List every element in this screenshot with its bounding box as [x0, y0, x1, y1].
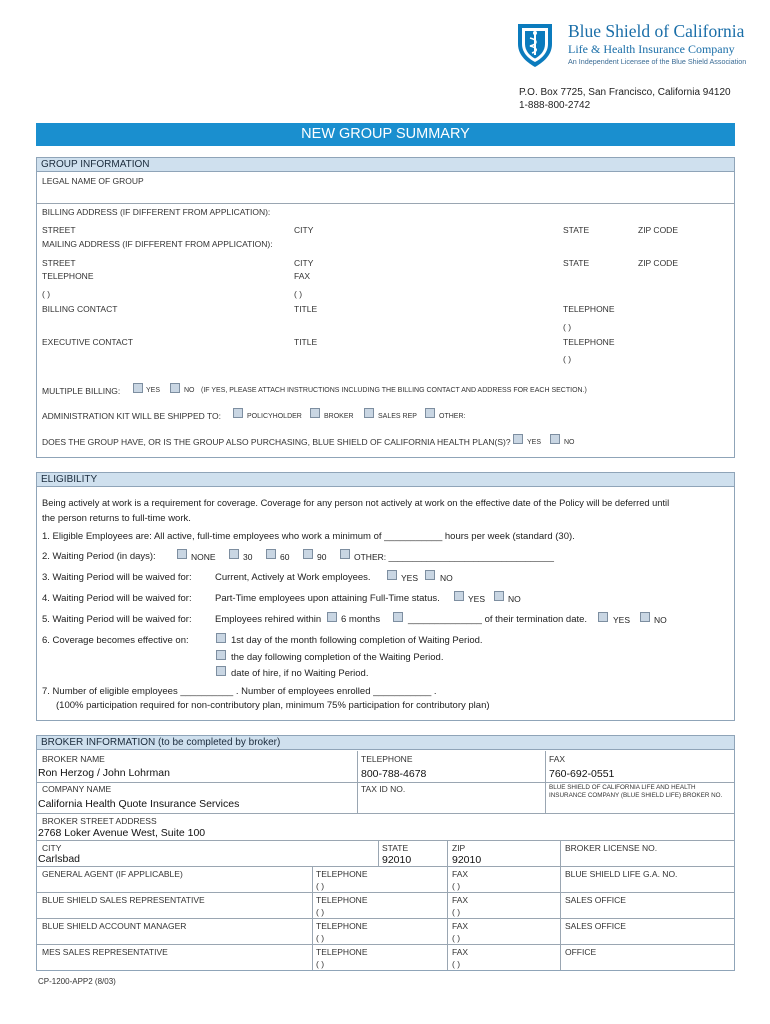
health-plans-yes-checkbox[interactable] [513, 434, 523, 444]
waiting-90-checkbox[interactable] [303, 549, 313, 559]
billing-address-label: BILLING ADDRESS (IF DIFFERENT FROM APPLICATION): [42, 207, 271, 217]
ga-telephone-paren: ( ) [316, 881, 325, 891]
waiting-other-checkbox[interactable] [340, 549, 350, 559]
billing-contact-telephone-label: TELEPHONE [563, 304, 615, 314]
health-plans-question: DOES THE GROUP HAVE, OR IS THE GROUP ALSO PURCHASING, BLUE SHIELD OF CALIFORNIA HEALTH PLAN(S)? [42, 437, 511, 447]
legal-name-label: LEGAL NAME OF GROUP [42, 176, 144, 186]
eligibility-item-3-desc: Current, Actively at Work employees. [215, 572, 371, 583]
bsl-broker-no-label-1: BLUE SHIELD OF CALIFORNIA LIFE AND HEALTH [549, 784, 696, 791]
broker-city-value[interactable]: Carlsbad [38, 853, 81, 865]
divider [447, 840, 448, 970]
account-manager-telephone-paren: ( ) [316, 933, 325, 943]
group-fax-paren: ( ) [294, 289, 303, 299]
group-info-heading: GROUP INFORMATION [41, 159, 150, 170]
group-telephone-label: TELEPHONE [42, 271, 94, 281]
eligibility-item-1: 1. Eligible Employees are: All active, full-time employees who work a minimum of ___________ hours per week (standard (30). [42, 531, 575, 542]
bsl-broker-no-label-2: INSURANCE COMPANY (BLUE SHIELD LIFE) BROKER NO. [549, 792, 723, 799]
health-plans-no-checkbox[interactable] [550, 434, 560, 444]
item4-no-label: NO [508, 594, 521, 604]
divider [312, 866, 313, 970]
broker-name-label: BROKER NAME [42, 754, 105, 764]
divider [37, 892, 734, 893]
item5-yes-checkbox[interactable] [598, 612, 608, 622]
billing-street-label: STREET [42, 225, 76, 235]
ga-no-label: BLUE SHIELD LIFE G.A. NO. [565, 869, 678, 879]
divider [37, 918, 734, 919]
item5-no-label: NO [654, 615, 667, 625]
effective-opt1-label: 1st day of the month following completion of Waiting Period. [231, 635, 483, 646]
mes-office-label: OFFICE [565, 947, 597, 957]
divider [357, 751, 358, 813]
broker-street-value[interactable]: 2768 Loker Avenue West, Suite 100 [38, 827, 206, 839]
item5-custom-label: ______________ of their termination date. [408, 614, 588, 625]
waiting-60-label: 60 [280, 552, 290, 562]
divider [545, 751, 546, 813]
page-title: NEW GROUP SUMMARY [301, 126, 470, 142]
admin-kit-policyholder-label: POLICYHOLDER [247, 413, 302, 420]
waiting-none-label: NONE [191, 552, 216, 562]
broker-telephone-value[interactable]: 800-788-4678 [361, 768, 427, 780]
waiting-none-checkbox[interactable] [177, 549, 187, 559]
multiple-billing-no-checkbox[interactable] [170, 383, 180, 393]
billing-contact-title-label: TITLE [294, 304, 318, 314]
blue-shield-logo [516, 20, 554, 68]
multiple-billing-label: MULTIPLE BILLING: [42, 386, 121, 396]
general-agent-label: GENERAL AGENT (IF APPLICABLE) [42, 869, 183, 879]
billing-contact-label: BILLING CONTACT [42, 304, 118, 314]
admin-kit-label: ADMINISTRATION KIT WILL BE SHIPPED TO: [42, 411, 222, 421]
item3-yes-checkbox[interactable] [387, 570, 397, 580]
eligibility-item-4-desc: Part-Time employees upon attaining Full-Time status. [215, 593, 440, 604]
eligibility-item-5: 5. Waiting Period will be waived for: [42, 614, 192, 625]
sales-rep-fax-label: FAX [452, 895, 469, 905]
executive-contact-label: EXECUTIVE CONTACT [42, 337, 133, 347]
mes-telephone-label: TELEPHONE [316, 947, 368, 957]
company-phone: 1-888-800-2742 [519, 100, 591, 111]
broker-city-label: CITY [42, 843, 62, 853]
mes-fax-label: FAX [452, 947, 469, 957]
tax-id-label: TAX ID NO. [361, 784, 406, 794]
mes-telephone-paren: ( ) [316, 959, 325, 969]
item5-6months-label: 6 months [341, 614, 381, 625]
form-id: CP-1200-APP2 (8/03) [38, 977, 116, 986]
brand-licensee: An Independent Licensee of the Blue Shield Association [568, 57, 747, 66]
item4-yes-checkbox[interactable] [454, 591, 464, 601]
eligibility-heading: ELIGIBILITY [41, 474, 98, 485]
divider [37, 944, 734, 945]
account-manager-office-label: SALES OFFICE [565, 921, 626, 931]
eligibility-item-5-desc: Employees rehired within [215, 614, 322, 625]
account-manager-label: BLUE SHIELD ACCOUNT MANAGER [42, 921, 187, 931]
divider [560, 840, 561, 970]
broker-heading: BROKER INFORMATION (to be completed by broker) [41, 737, 281, 748]
brand-subtitle: Life & Health Insurance Company [568, 42, 735, 56]
effective-opt3-checkbox[interactable] [216, 666, 226, 676]
multiple-billing-no-label: NO [184, 387, 195, 394]
group-telephone-paren: ( ) [42, 289, 51, 299]
broker-name-value[interactable]: Ron Herzog / John Lohrman [38, 767, 170, 779]
divider [37, 782, 734, 783]
eligibility-header [36, 472, 735, 487]
executive-contact-title-label: TITLE [294, 337, 318, 347]
executive-contact-telephone-label: TELEPHONE [563, 337, 615, 347]
broker-zip-label: ZIP [452, 843, 466, 853]
eligibility-item-2: 2. Waiting Period (in days): [42, 551, 156, 562]
divider [378, 840, 379, 866]
broker-state-value[interactable]: 92010 [382, 854, 412, 866]
item5-custom-checkbox[interactable] [393, 612, 403, 622]
executive-contact-telephone-paren: ( ) [563, 354, 572, 364]
sales-rep-office-label: SALES OFFICE [565, 895, 626, 905]
divider [37, 203, 734, 204]
account-manager-fax-paren: ( ) [452, 933, 461, 943]
mailing-address-label: MAILING ADDRESS (IF DIFFERENT FROM APPLICATION): [42, 239, 273, 249]
eligibility-item-3: 3. Waiting Period will be waived for: [42, 572, 192, 583]
item4-yes-label: YES [468, 594, 486, 604]
ga-fax-label: FAX [452, 869, 469, 879]
mailing-zip-label: ZIP CODE [638, 258, 678, 268]
divider [37, 813, 734, 814]
multiple-billing-note: (IF YES, PLEASE ATTACH INSTRUCTIONS INCLUDING THE BILLING CONTACT AND ADDRESS FOR EACH SECTION.) [201, 387, 587, 394]
company-name-label: COMPANY NAME [42, 784, 112, 794]
eligibility-intro-2: the person returns to full-time work. [42, 513, 191, 524]
mailing-street-label: STREET [42, 258, 76, 268]
company-name-value[interactable]: California Health Quote Insurance Services [38, 798, 240, 810]
waiting-90-label: 90 [317, 552, 327, 562]
divider [37, 840, 734, 841]
admin-kit-other-checkbox[interactable] [425, 408, 435, 418]
mes-rep-label: MES SALES REPRESENTATIVE [42, 947, 168, 957]
sales-rep-fax-paren: ( ) [452, 907, 461, 917]
effective-opt1-checkbox[interactable] [216, 633, 226, 643]
billing-zip-label: ZIP CODE [638, 225, 678, 235]
health-plans-no-label: NO [564, 439, 575, 446]
broker-license-label: BROKER LICENSE NO. [565, 843, 658, 853]
admin-kit-policyholder-checkbox[interactable] [233, 408, 243, 418]
billing-city-label: CITY [294, 225, 314, 235]
group-fax-label: FAX [294, 271, 311, 281]
item3-yes-label: YES [401, 573, 419, 583]
effective-opt2-label: the day following completion of the Waiting Period. [231, 652, 444, 663]
broker-street-label: BROKER STREET ADDRESS [42, 816, 157, 826]
admin-kit-sales-rep-label: SALES REP [378, 413, 417, 420]
admin-kit-broker-label: BROKER [324, 413, 354, 420]
item5-yes-label: YES [613, 615, 631, 625]
eligibility-item-6: 6. Coverage becomes effective on: [42, 635, 189, 646]
effective-opt3-label: date of hire, if no Waiting Period. [231, 668, 369, 679]
item3-no-label: NO [440, 573, 453, 583]
broker-state-label: STATE [382, 843, 409, 853]
item5-6months-checkbox[interactable] [327, 612, 337, 622]
sales-rep-telephone-paren: ( ) [316, 907, 325, 917]
broker-telephone-label: TELEPHONE [361, 754, 413, 764]
divider [37, 866, 734, 867]
company-address: P.O. Box 7725, San Francisco, California 94120 [519, 87, 731, 98]
waiting-other-label: OTHER: ___________________________________ [354, 552, 554, 562]
waiting-60-checkbox[interactable] [266, 549, 276, 559]
brand-name: Blue Shield of California [568, 21, 745, 41]
ga-fax-paren: ( ) [452, 881, 461, 891]
mailing-city-label: CITY [294, 258, 314, 268]
mes-fax-paren: ( ) [452, 959, 461, 969]
group-info-header [36, 157, 735, 172]
admin-kit-other-label: OTHER: [439, 413, 466, 420]
health-plans-yes-label: YES [527, 439, 542, 446]
mailing-state-label: STATE [563, 258, 590, 268]
broker-fax-label: FAX [549, 754, 566, 764]
item4-no-checkbox[interactable] [494, 591, 504, 601]
multiple-billing-yes-checkbox[interactable] [133, 383, 143, 393]
broker-zip-value[interactable]: 92010 [452, 854, 482, 866]
waiting-30-label: 30 [243, 552, 253, 562]
eligibility-item-7-note: (100% participation required for non-contributory plan, minimum 75% participation for contributory plan) [56, 700, 490, 711]
account-manager-telephone-label: TELEPHONE [316, 921, 368, 931]
broker-fax-value[interactable]: 760-692-0551 [549, 768, 615, 780]
sales-rep-telephone-label: TELEPHONE [316, 895, 368, 905]
admin-kit-sales-rep-checkbox[interactable] [364, 408, 374, 418]
effective-opt2-checkbox[interactable] [216, 650, 226, 660]
eligibility-item-7: 7. Number of eligible employees __________ . Number of employees enrolled ___________ . [42, 686, 437, 697]
account-manager-fax-label: FAX [452, 921, 469, 931]
broker-header [36, 735, 735, 750]
eligibility-intro-1: Being actively at work is a requirement for coverage. Coverage for any person not actively at work on the effective date of the Policy will be deferred until [42, 498, 670, 508]
sales-rep-label: BLUE SHIELD SALES REPRESENTATIVE [42, 895, 205, 905]
billing-contact-telephone-paren: ( ) [563, 322, 572, 332]
item5-no-checkbox[interactable] [640, 612, 650, 622]
multiple-billing-yes-label: YES [146, 387, 161, 394]
billing-state-label: STATE [563, 225, 590, 235]
title-banner [36, 123, 735, 146]
admin-kit-broker-checkbox[interactable] [310, 408, 320, 418]
item3-no-checkbox[interactable] [425, 570, 435, 580]
eligibility-item-4: 4. Waiting Period will be waived for: [42, 593, 192, 604]
waiting-30-checkbox[interactable] [229, 549, 239, 559]
ga-telephone-label: TELEPHONE [316, 869, 368, 879]
